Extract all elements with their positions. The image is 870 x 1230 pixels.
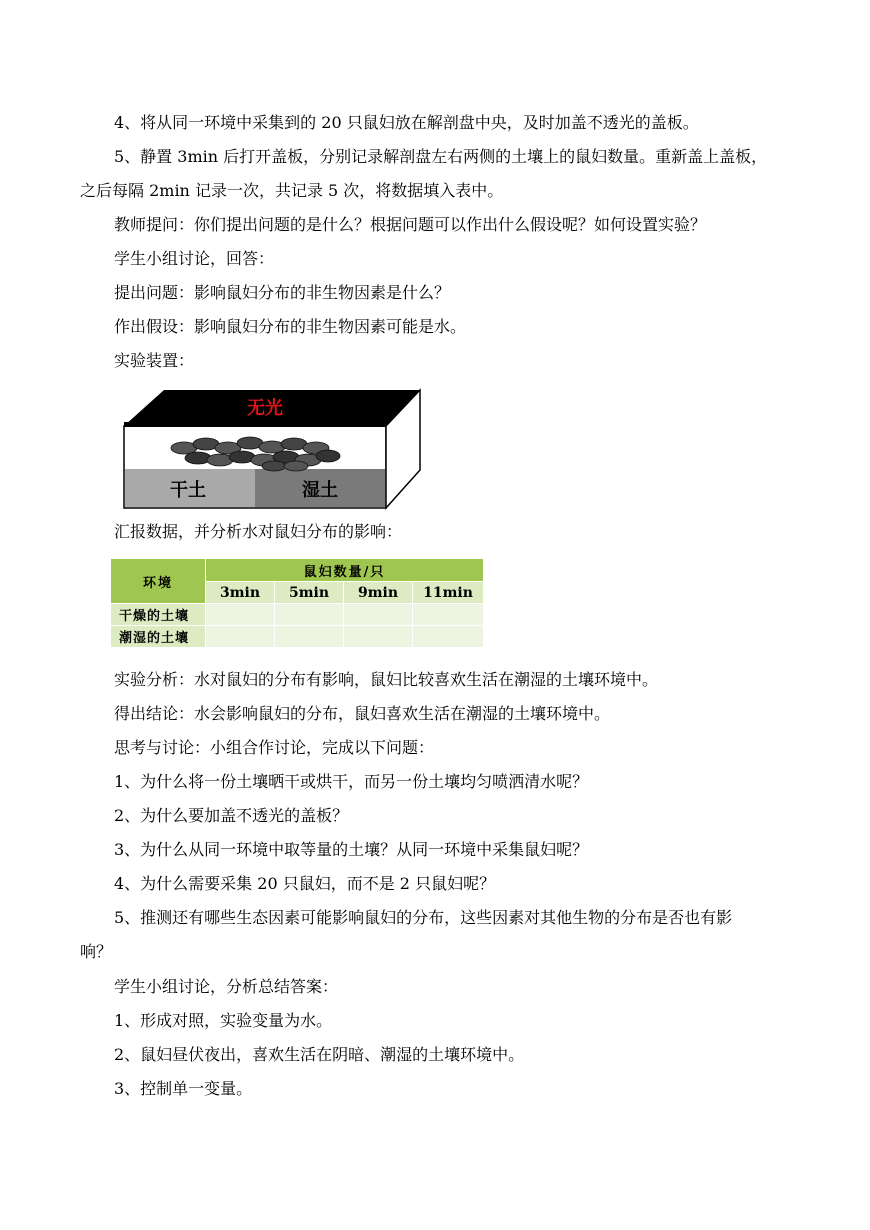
answers-heading: 学生小组讨论，分析总结答案：: [114, 977, 339, 996]
question-4: 4、为什么需要采集 20 只鼠妇，而不是 2 只鼠妇呢？: [114, 874, 496, 893]
row-label-dry: 干燥的土壤: [111, 604, 206, 626]
paragraph-step-4: 4、将从同一环境中采集到的 20 只鼠妇放在解剖盘中央，及时加盖不透光的盖板。: [114, 113, 699, 132]
hypothesis: 作出假设：影响鼠妇分布的非生物因素可能是水。: [114, 317, 467, 336]
answer-2: 2、鼠妇昼伏夜出，喜欢生活在阴暗、潮湿的土壤环境中。: [114, 1045, 525, 1064]
conclusion: 得出结论：水会影响鼠妇的分布，鼠妇喜欢生活在潮湿的土壤环境中。: [114, 704, 611, 723]
header-environment: 环境: [111, 559, 206, 604]
table-cell: [344, 604, 413, 626]
wet-soil-label: 湿土: [302, 480, 338, 501]
question-2: 2、为什么要加盖不透光的盖板？: [114, 806, 349, 825]
experiment-apparatus-diagram: [122, 386, 422, 510]
apparatus-heading: 实验装置：: [114, 351, 195, 370]
table-cell: [206, 604, 275, 626]
col-11min: 11min: [413, 582, 484, 604]
ask-question: 提出问题：影响鼠妇分布的非生物因素是什么？: [114, 283, 451, 302]
row-label-wet: 潮湿的土壤: [111, 626, 206, 648]
analysis: 实验分析：水对鼠妇的分布有影响，鼠妇比较喜欢生活在潮湿的土壤环境中。: [114, 670, 659, 689]
teacher-question: 教师提问：你们提出问题的是什么？根据问题可以作出什么假设呢？如何设置实验？: [114, 215, 707, 234]
woodlouse-count-table: [110, 558, 484, 648]
col-9min: 9min: [344, 582, 413, 604]
table-row: [111, 626, 484, 648]
question-5: 5、推测还有哪些生态因素可能影响鼠妇的分布，这些因素对其他生物的分布是否也有影: [114, 908, 733, 927]
table-cell: [344, 626, 413, 648]
header-count: 鼠妇数量/只: [206, 559, 484, 582]
answer-1: 1、形成对照，实验变量为水。: [114, 1011, 333, 1030]
table-cell: [275, 626, 344, 648]
lid-label: 无光: [247, 398, 283, 419]
answer-3: 3、控制单一变量。: [114, 1079, 253, 1098]
paragraph-step-5: 5、静置 3min 后打开盖板，分别记录解剖盘左右两侧的土壤上的鼠妇数量。重新盖上盖板，: [114, 147, 768, 166]
question-3: 3、为什么从同一环境中取等量的土壤？从同一环境中采集鼠妇呢？: [114, 840, 589, 859]
table-cell: [413, 626, 484, 648]
table-row: [111, 604, 484, 626]
question-1: 1、为什么将一份土壤晒干或烘干，而另一份土壤均匀喷洒清水呢？: [114, 772, 589, 791]
discussion-heading: 思考与讨论：小组合作讨论，完成以下问题：: [114, 738, 435, 757]
table-cell: [206, 626, 275, 648]
report-line: 汇报数据，并分析水对鼠妇分布的影响：: [114, 522, 403, 541]
table-cell: [413, 604, 484, 626]
col-3min: 3min: [206, 582, 275, 604]
dry-soil-label: 干土: [170, 480, 206, 501]
paragraph-step-5-cont: 之后每隔 2min 记录一次，共记录 5 次，将数据填入表中。: [80, 181, 504, 200]
col-5min: 5min: [275, 582, 344, 604]
student-discussion: 学生小组讨论，回答：: [114, 249, 275, 268]
question-5-cont: 响？: [80, 942, 113, 961]
table-cell: [275, 604, 344, 626]
